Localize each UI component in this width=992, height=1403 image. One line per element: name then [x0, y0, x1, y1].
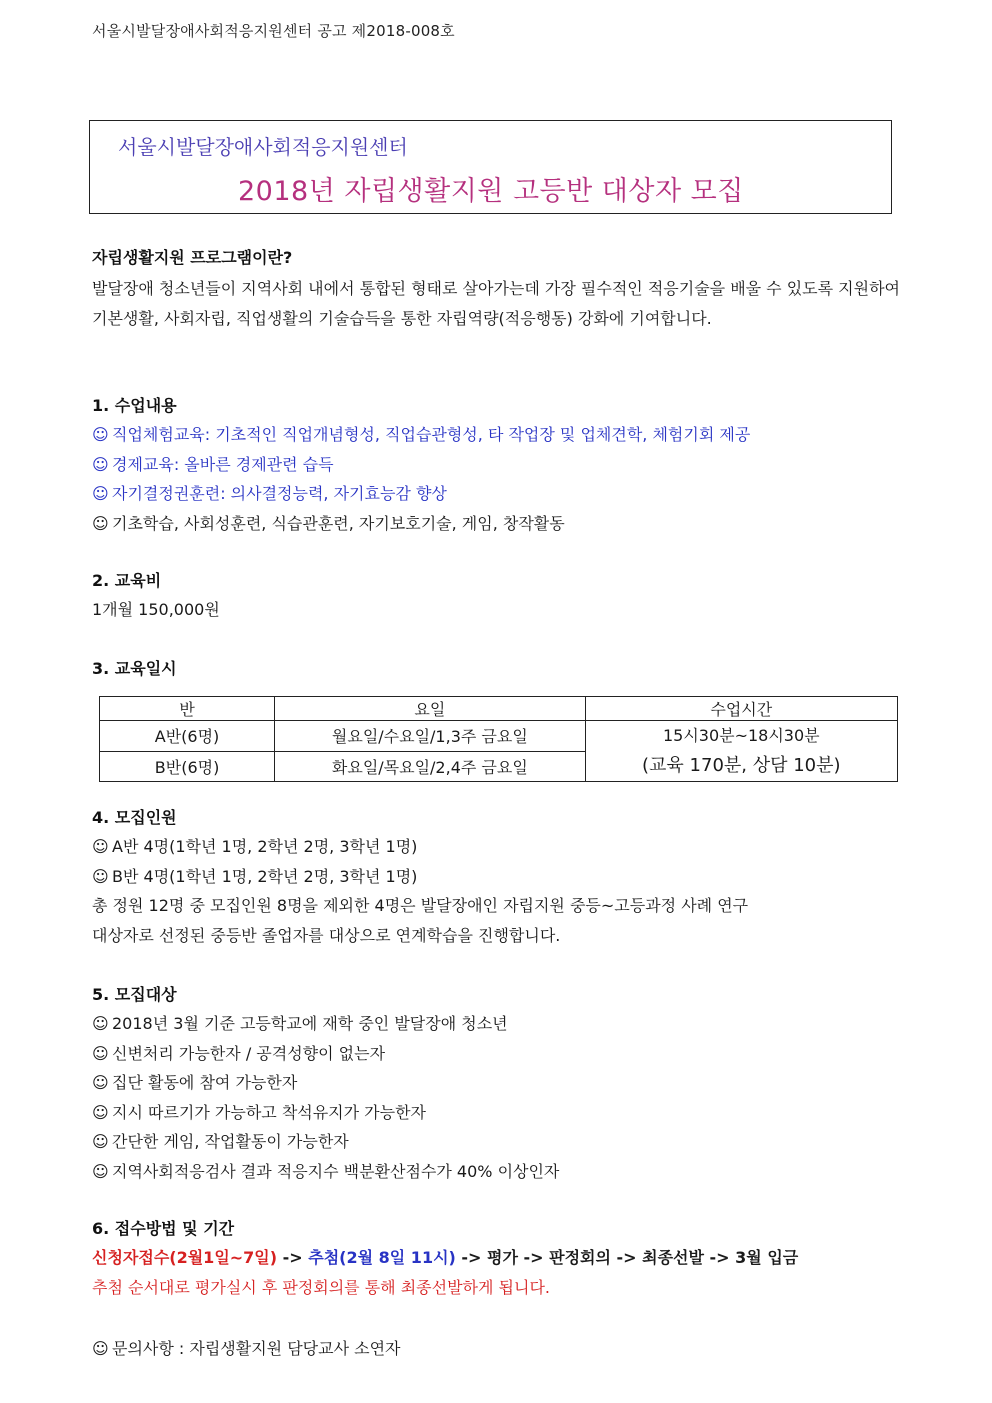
section-heading: 1. 수업내용: [92, 396, 177, 415]
recruit-note-line: 총 정원 12명 중 모집인원 8명을 제외한 4명은 발달장애인 자립지원 중등~고등과정 사례 연구: [92, 896, 749, 915]
step-application: 신청자접수(2월1일~7일): [92, 1248, 278, 1267]
section-recruit-count: [92, 806, 900, 950]
table-cell-class: B반(6명): [100, 751, 275, 782]
smile-icon: ☺: [92, 454, 109, 474]
table-header: 수업시간: [585, 697, 897, 721]
list-item: ☺ 지역사회적응검사 결과 적응지수 백분환산점수가 40% 이상인자: [92, 1157, 900, 1187]
smile-icon: ☺: [92, 1043, 109, 1063]
list-item: ☺ 자기결정권훈련: 의사결정능력, 자기효능감 향상: [92, 479, 900, 509]
step-lottery: 추첨(2월 8일 11시): [308, 1248, 456, 1267]
title-box: [89, 120, 892, 214]
table-cell-time: [585, 721, 897, 782]
section-heading: 2. 교육비: [92, 571, 162, 590]
time-breakdown: (교육 170분, 상담 10분): [642, 755, 841, 776]
smile-icon: ☺: [92, 484, 109, 503]
main-title: 2018년 자립생활지원 고등반 대상자 모집: [238, 176, 744, 207]
section-heading: 3. 교육일시: [92, 659, 177, 678]
notice-number: 서울시발달장애사회적응지원센터 공고 제2018-008호: [92, 22, 455, 40]
table-row: [100, 721, 898, 752]
smile-icon: ☺: [92, 837, 109, 856]
process-rest: -> 평가 -> 판정회의 -> 최종선발 -> 3월 입금: [455, 1248, 799, 1267]
section-heading: 4. 모집인원: [92, 808, 177, 827]
list-item: ☺ 기초학습, 사회성훈련, 식습관훈련, 자기보호기술, 게임, 창작활동: [92, 509, 900, 539]
section-eligibility: [92, 983, 900, 1186]
table-cell-days: 월요일/수요일/1,3주 금요일: [275, 721, 585, 752]
list-item: ☺ 간단한 게임, 작업활동이 가능한자: [92, 1127, 900, 1157]
list-item: ☺ 2018년 3월 기준 고등학교에 재학 중인 발달장애 청소년: [92, 1009, 900, 1039]
list-item: ☺ 신변처리 가능한자 / 공격성향이 없는자: [92, 1039, 900, 1069]
table-header: 반: [100, 697, 275, 721]
list-item: ☺ 집단 활동에 참여 가능한자: [92, 1068, 900, 1098]
schedule-table: [99, 696, 898, 782]
smile-icon: ☺: [92, 425, 109, 444]
section-fee: [92, 569, 900, 625]
section-application: [92, 1217, 900, 1303]
table-cell-class: A반(6명): [100, 721, 275, 752]
smile-icon: ☺: [92, 1073, 109, 1092]
list-item: ☺ A반 4명(1학년 1명, 2학년 2명, 3학년 1명): [92, 832, 900, 862]
section-heading: 6. 접수방법 및 기간: [92, 1219, 235, 1238]
fee-text: 1개월 150,000원: [92, 600, 220, 619]
contact-section: [92, 1334, 900, 1364]
section-schedule: [92, 657, 900, 681]
section-class-content: [92, 394, 900, 538]
list-item: ☺ 직업체험교육: 기초적인 직업개념형성, 직업습관형성, 타 작업장 및 업체견학, 체험기회 제공: [92, 420, 900, 450]
intro-heading: 자립생활지원 프로그램이란?: [92, 248, 293, 267]
list-item: ☺ 경제교육: 올바른 경제관련 습득: [92, 450, 900, 480]
table-header-row: [100, 697, 898, 721]
smile-icon: ☺: [92, 1161, 109, 1181]
org-name: 서울시발달장애사회적응지원센터: [118, 135, 408, 159]
smile-icon: ☺: [92, 1132, 109, 1151]
table-cell-days: 화요일/목요일/2,4주 금요일: [275, 751, 585, 782]
process-arrow: ->: [277, 1248, 309, 1267]
table-header: 요일: [275, 697, 585, 721]
smile-icon: ☺: [92, 866, 109, 886]
list-item: ☺ B반 4명(1학년 1명, 2학년 2명, 3학년 1명): [92, 862, 900, 892]
application-note: 추첨 순서대로 평가실시 후 판정회의를 통해 최종선발하게 됩니다.: [92, 1278, 551, 1297]
smile-icon: ☺: [92, 1339, 109, 1358]
intro-section: [92, 246, 900, 333]
smile-icon: ☺: [92, 1014, 109, 1033]
section-heading: 5. 모집대상: [92, 985, 177, 1004]
list-item: ☺ 지시 따르기가 가능하고 착석유지가 가능한자: [92, 1098, 900, 1128]
smile-icon: ☺: [92, 1102, 109, 1122]
contact-line: ☺ 문의사항 : 자립생활지원 담당교사 소연자: [92, 1334, 900, 1364]
time-range: 15시30분~18시30분: [662, 726, 820, 745]
application-process: [92, 1243, 900, 1273]
recruit-note-line: 대상자로 선정된 중등반 졸업자를 대상으로 연계학습을 진행합니다.: [92, 925, 561, 945]
intro-body: 발달장애 청소년들이 지역사회 내에서 통합된 형태로 살아가는데 가장 필수적인 적응기술을 배울 수 있도록 지원하여 기본생활, 사회자립, 직업생활의 기술습득을 통한 자립역량(적응행동) 강화에 기여합니다.: [92, 279, 901, 328]
smile-icon: ☺: [92, 513, 109, 533]
